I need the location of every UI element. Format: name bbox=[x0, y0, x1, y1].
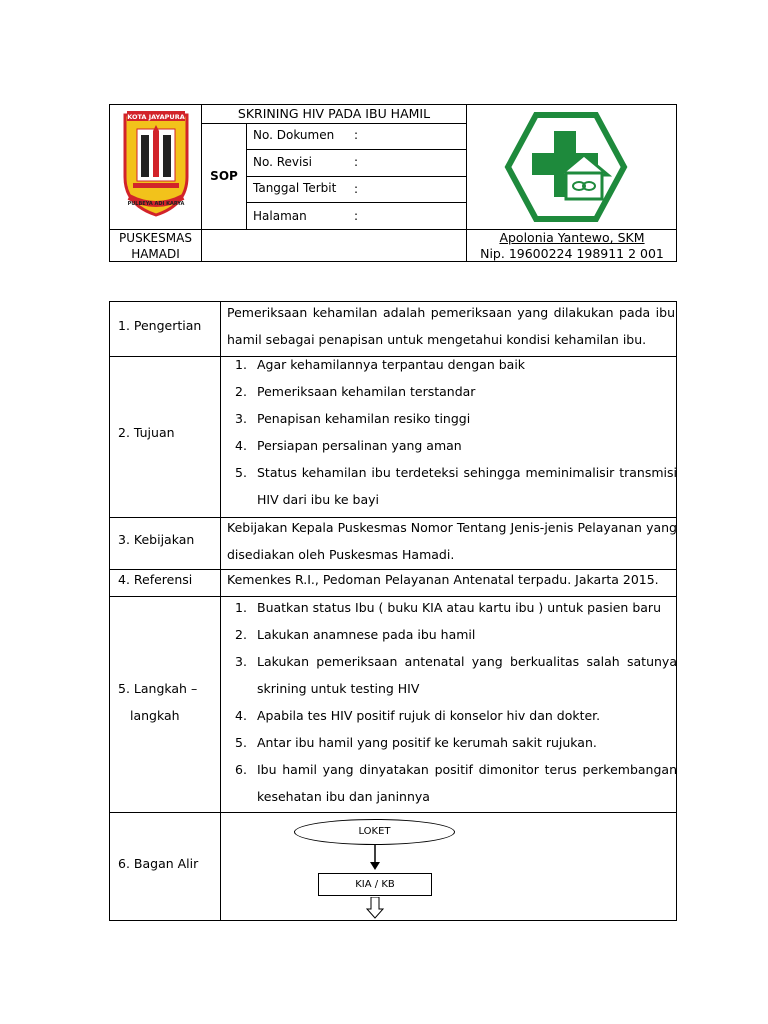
section-label-langkah: 5. Langkah – bbox=[118, 681, 198, 696]
list-item: 6. Ibu hamil yang dinyatakan positif dimonitor terus perkembangan kesehatan ibu dan janinnya bbox=[235, 762, 677, 804]
section-label-tujuan: 2. Tujuan bbox=[118, 425, 175, 440]
signer-nip: Nip. 19600224 198911 2 001 bbox=[480, 246, 664, 261]
list-item: 5. Status kehamilan ibu terdeteksi sehingga meminimalisir transmisi HIV dari ibu ke bayi bbox=[235, 465, 677, 507]
sop-label: SOP bbox=[210, 169, 238, 183]
list-item: 1. Agar kehamilannya terpantau dengan baik bbox=[235, 357, 526, 372]
sop-content-table bbox=[109, 301, 677, 921]
field-sep: : bbox=[354, 155, 359, 169]
section-label-kebijakan: 3. Kebijakan bbox=[118, 532, 195, 547]
list-item: 3. Penapisan kehamilan resiko tinggi bbox=[235, 411, 471, 426]
list-item: 1. Buatkan status Ibu ( buku KIA atau kartu ibu ) untuk pasien baru bbox=[235, 600, 661, 615]
pengertian-text: Pemeriksaan kehamilan adalah pemeriksaan yang dilakukan pada ibu hamil sebagai penapisan untuk mengetahui kondisi kehamilan ibu. bbox=[227, 305, 675, 347]
logo-motto: PULBEYA ADI KARYA bbox=[127, 201, 185, 207]
field-sep: : bbox=[354, 209, 359, 223]
list-item: 4. Apabila tes HIV positif rujuk di konselor hiv dan dokter. bbox=[235, 708, 601, 723]
field-label-halaman: Halaman bbox=[253, 209, 307, 223]
org-name-line1: PUSKESMAS bbox=[119, 231, 192, 245]
field-sep: : bbox=[354, 182, 359, 196]
field-label-no-dokumen: No. Dokumen bbox=[253, 128, 335, 142]
signer-name: Apolonia Yantewo, SKM bbox=[499, 230, 645, 245]
section-label-referensi: 4. Referensi bbox=[118, 572, 193, 587]
hollow-arrow-down-icon bbox=[366, 897, 384, 919]
tujuan-list bbox=[227, 351, 677, 513]
logo-city-text: KOTA JAYAPURA bbox=[127, 113, 185, 121]
list-item: 5. Antar ibu hamil yang positif ke kerumah sakit rujukan. bbox=[235, 735, 597, 750]
list-item: 2. Lakukan anamnese pada ibu hamil bbox=[235, 627, 476, 642]
field-label-no-revisi: No. Revisi bbox=[253, 155, 312, 169]
section-label-pengertian: 1. Pengertian bbox=[118, 318, 202, 333]
flow-node-kia-kb: KIA / KB bbox=[318, 873, 432, 896]
section-label-langkah-cont: langkah bbox=[130, 708, 180, 723]
list-item: 3. Lakukan pemeriksaan antenatal yang berkualitas salah satunya skrining untuk testing HIV bbox=[235, 654, 677, 696]
puskesmas-logo bbox=[504, 111, 628, 223]
sop-header-table bbox=[109, 104, 677, 262]
langkah-list bbox=[227, 594, 677, 810]
referensi-text: Kemenkes R.I., Pedoman Pelayanan Antenatal terpadu. Jakarta 2015. bbox=[227, 572, 659, 587]
field-sep: : bbox=[354, 128, 359, 142]
org-name-line2: HAMADI bbox=[131, 247, 180, 261]
list-item: 4. Persiapan persalinan yang aman bbox=[235, 438, 462, 453]
flow-node-loket: LOKET bbox=[294, 819, 455, 845]
field-label-tanggal-terbit: Tanggal Terbit bbox=[253, 181, 337, 195]
list-item: 2. Pemeriksaan kehamilan terstandar bbox=[235, 384, 476, 399]
section-label-bagan-alir: 6. Bagan Alir bbox=[118, 856, 199, 871]
kebijakan-text: Kebijakan Kepala Puskesmas Nomor Tentang Jenis-jenis Pelayanan yang disediakan oleh Puskesmas Hamadi. bbox=[227, 520, 677, 562]
arrow-down-icon bbox=[368, 845, 382, 871]
sop-title: SKRINING HIV PADA IBU HAMIL bbox=[237, 106, 431, 121]
kota-jayapura-logo bbox=[119, 107, 193, 219]
